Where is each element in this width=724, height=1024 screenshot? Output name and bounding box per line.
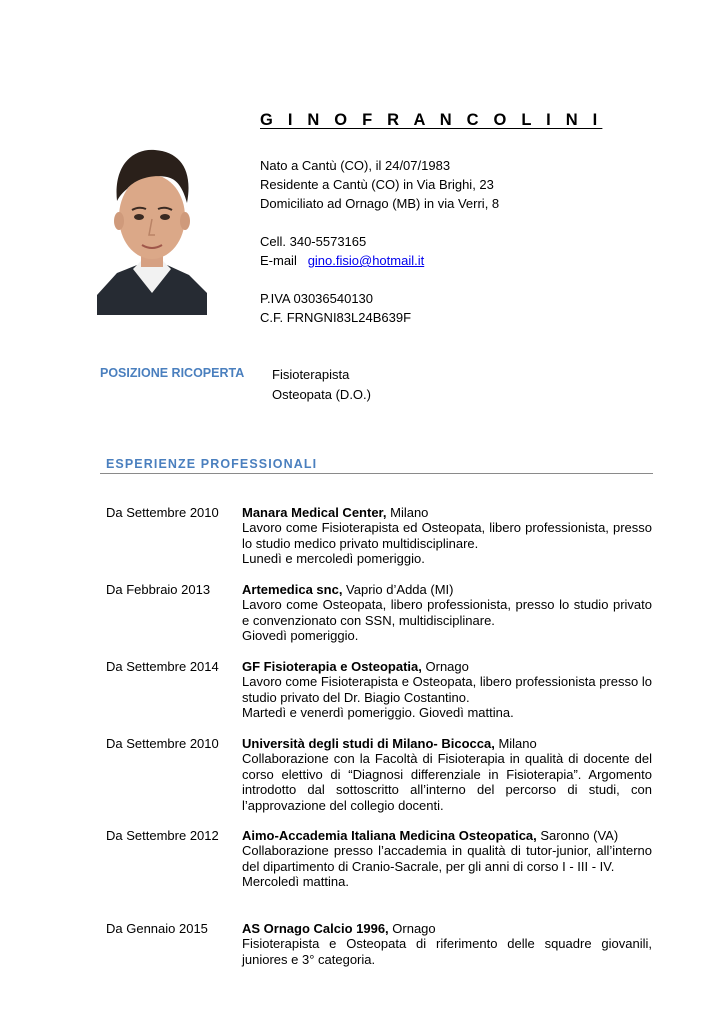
experience-org: Artemedica snc, [242, 582, 343, 597]
position-label: POSIZIONE RICOPERTA [100, 366, 245, 380]
experience-body [242, 659, 652, 721]
experience-description: Lavoro come Osteopata, libero professionista, presso lo studio privato e convenzionato con SSN, multidisciplinare. [242, 597, 652, 628]
experience-place: Milano [386, 505, 429, 520]
experience-schedule: Giovedì pomeriggio. [242, 628, 359, 644]
experience-description: Lavoro come Fisioterapista ed Osteopata, libero professionista, presso lo studio medico privato multidisciplinare. [242, 520, 652, 551]
position-value: Fisioterapista [272, 367, 350, 382]
profile-photo [97, 143, 207, 315]
section-title-experience: ESPERIENZE PROFESSIONALI [106, 457, 318, 471]
residence-info: Residente a Cantù (CO) in Via Brighi, 23 [260, 177, 494, 192]
experience-place: Ornago [388, 921, 436, 936]
section-divider [100, 473, 653, 474]
domicile-info: Domiciliato ad Ornago (MB) in via Verri, 8 [260, 196, 500, 211]
candidate-name: G I N O F R A N C O L I N I [260, 111, 603, 129]
position-value: Osteopata (D.O.) [272, 387, 371, 402]
email-line [260, 251, 424, 270]
experience-org: Aimo-Accademia Italiana Medicina Osteopatica, [242, 828, 537, 843]
experience-org: GF Fisioterapia e Osteopatia, [242, 659, 422, 674]
experience-body [242, 921, 652, 967]
experience-org: AS Ornago Calcio 1996, [242, 921, 389, 936]
experience-description: Lavoro come Fisioterapista e Osteopata, libero professionista presso lo studio privato del Dr. Biagio Costantino. [242, 674, 652, 705]
experience-date: Da Gennaio 2015 [106, 921, 208, 936]
experience-place: Saronno (VA) [536, 828, 619, 843]
experience-schedule: Lunedì e mercoledì pomeriggio. [242, 551, 425, 567]
experience-body [242, 582, 652, 644]
experience-schedule: Martedì e venerdì pomeriggio. Giovedì mattina. [242, 705, 514, 721]
experience-org: Manara Medical Center, [242, 505, 387, 520]
email-label: E-mail [260, 253, 297, 268]
vat-number: P.IVA 03036540130 [260, 291, 374, 306]
experience-date: Da Febbraio 2013 [106, 582, 211, 597]
birth-info: Nato a Cantù (CO), il 24/07/1983 [260, 158, 451, 173]
experience-description: Collaborazione con la Facoltà di Fisioterapia in qualità di docente del corso elettivo di “Diagnosi differenziale in Fisioterapia”. Argomento introdotto dal sottoscritto all’interno del percorso di studi, con l’approvazione del collegio docenti. [242, 751, 652, 813]
experience-place: Ornago [421, 659, 469, 674]
phone-number: Cell. 340-5573165 [260, 234, 367, 249]
experience-body [242, 828, 652, 890]
experience-place: Milano [494, 736, 537, 751]
experience-body [242, 736, 652, 813]
experience-body [242, 505, 652, 567]
tax-code: C.F. FRNGNI83L24B639F [260, 310, 412, 325]
experience-date: Da Settembre 2010 [106, 736, 219, 751]
experience-place: Vaprio d’Adda (MI) [342, 582, 454, 597]
experience-date: Da Settembre 2010 [106, 505, 219, 520]
experience-date: Da Settembre 2014 [106, 659, 219, 674]
experience-date: Da Settembre 2012 [106, 828, 219, 843]
experience-description: Collaborazione presso l’accademia in qualità di tutor-junior, all’interno del dipartimento di Cranio-Sacrale, per gli anni di corso I - III - IV. [242, 843, 652, 874]
email-link[interactable]: gino.fisio@hotmail.it [307, 253, 425, 268]
experience-description: Fisioterapista e Osteopata di riferimento delle squadre giovanili, juniores e 3° categoria. [242, 936, 652, 967]
experience-org: Università degli studi di Milano- Bicocca, [242, 736, 495, 751]
experience-schedule: Mercoledì mattina. [242, 874, 349, 890]
